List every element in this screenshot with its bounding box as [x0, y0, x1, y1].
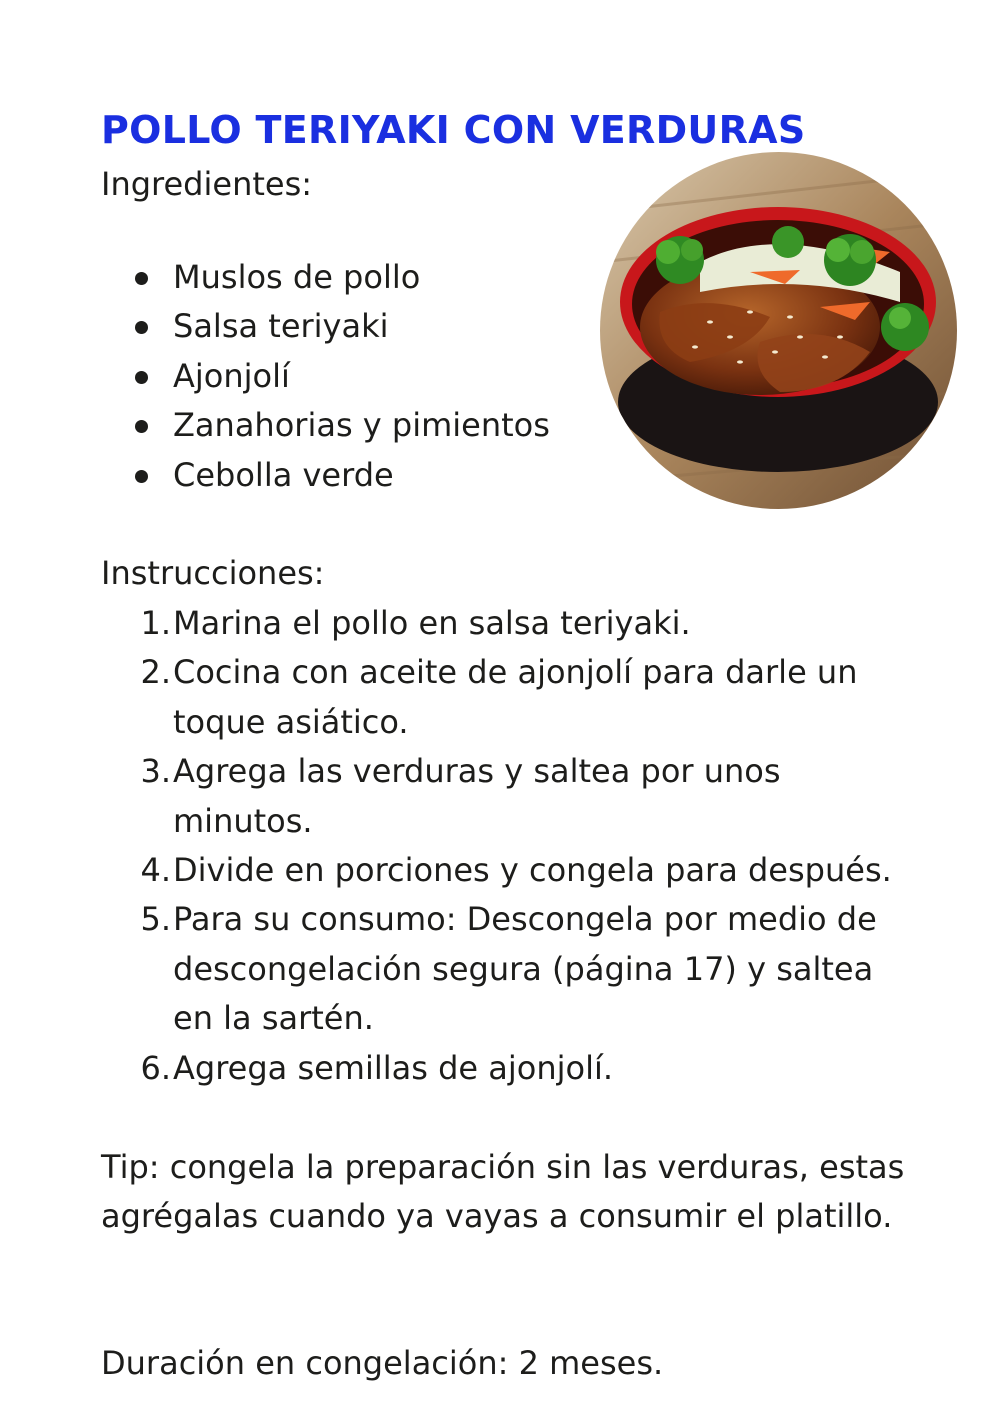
step-text: Agrega semillas de ajonjolí. — [173, 1048, 614, 1087]
step-number: 6. — [140, 1048, 171, 1087]
list-item — [101, 599, 921, 648]
ingredient-label: Ajonjolí — [173, 356, 290, 395]
recipe-title: POLLO TERIYAKI CON VERDURAS — [101, 108, 806, 152]
instructions-list — [101, 599, 921, 1093]
step-text: Para su consumo: Descongela por medio de descongelación segura (página 17) y saltea en la sartén. — [173, 900, 877, 1038]
list-item — [101, 451, 550, 500]
step-text: Marina el pollo en salsa teriyaki. — [173, 604, 691, 642]
step-number: 2. — [140, 653, 171, 692]
step-text: Cocina con aceite de ajonjolí para darle un toque asiático. — [173, 653, 858, 741]
bullet-icon — [135, 470, 148, 483]
teriyaki-bowl-photo — [600, 152, 957, 509]
freeze-duration: Duración en congelación: 2 meses. — [101, 1344, 664, 1382]
list-item — [101, 846, 921, 895]
bullet-icon — [135, 272, 148, 285]
list-item — [101, 302, 550, 351]
tip-text: Tip: congela la preparación sin las verduras, estas agrégalas cuando ya vayas a consumir el platillo. — [101, 1148, 905, 1236]
step-number: 5. — [140, 900, 171, 939]
list-item — [101, 401, 550, 450]
ingredient-label: Salsa teriyaki — [173, 307, 389, 346]
ingredient-label: Zanahorias y pimientos — [173, 406, 550, 445]
step-number: 3. — [140, 752, 171, 791]
ingredient-label: Muslos de pollo — [173, 258, 421, 296]
bullet-icon — [135, 371, 148, 384]
list-item — [101, 747, 921, 846]
list-item — [101, 352, 550, 401]
ingredients-heading: Ingredientes: — [101, 165, 313, 203]
list-item — [101, 648, 921, 747]
list-item — [101, 253, 550, 302]
list-item — [101, 895, 921, 1043]
ingredient-label: Cebolla verde — [173, 455, 394, 494]
bullet-icon — [135, 321, 148, 334]
step-number: 1. — [140, 604, 171, 642]
bullet-icon — [135, 420, 148, 433]
ingredients-list — [101, 253, 550, 500]
step-text: Divide en porciones y congela para después. — [173, 851, 892, 890]
step-number: 4. — [140, 851, 171, 890]
list-item — [101, 1044, 921, 1093]
step-text: Agrega las verduras y saltea por unos minutos. — [173, 752, 781, 840]
instructions-heading: Instrucciones: — [101, 554, 325, 592]
